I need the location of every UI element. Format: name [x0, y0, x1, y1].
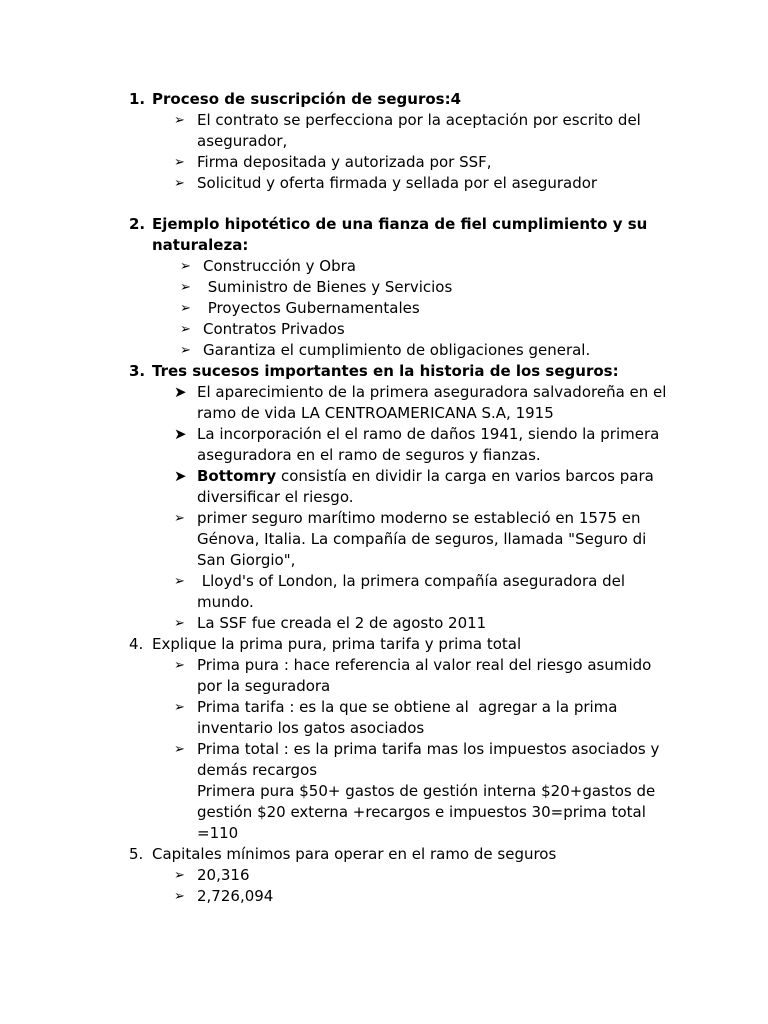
bottomry-term: Bottomry — [197, 467, 277, 485]
list-item: ➤ Bottomry consistía en dividir la carga en varios barcos para diversificar el riesgo. — [174, 467, 654, 506]
list-item: ➢ Prima pura : hace referencia al valor real del riesgo asumido por la seguradora — [174, 656, 652, 695]
list-item: ➢ El contrato se perfecciona por la aceptación por escrito del asegurador, — [174, 111, 641, 150]
section-3 — [0, 361, 768, 634]
section-5-title: Capitales mínimos para operar en el ramo de seguros — [152, 845, 557, 863]
arrow-bullet-icon: ➢ — [180, 301, 191, 316]
premium-calculation: Primera pura $50+ gastos de gestión interna $20+gastos de gestión $20 externa +recargos e impuestos 30=prima total =110 — [197, 782, 656, 842]
spacer — [0, 194, 768, 214]
section-2-list — [0, 256, 768, 361]
list-item: ➤ El aparecimiento de la primera aseguradora salvadoreña en el ramo de vida LA CENTROAMERICANA S.A, 1915 — [174, 383, 667, 422]
list-item: ➢ Suministro de Bienes y Servicios — [180, 278, 453, 296]
arrow-bullet-icon: ➢ — [174, 574, 185, 589]
arrow-bullet-icon: ➢ — [174, 658, 185, 673]
arrow-bullet-icon: ➢ — [174, 511, 185, 526]
arrow-bullet-icon: ➢ — [180, 322, 191, 337]
arrow-bullet-icon: ➢ — [174, 155, 185, 170]
arrow-bullet-icon: ➢ — [180, 259, 191, 274]
list-item: ➢ Proyectos Gubernamentales — [180, 299, 420, 317]
list-item: ➢ Construcción y Obra — [180, 257, 356, 275]
section-2-number: 2. — [129, 215, 146, 233]
list-item: ➢ Contratos Privados — [180, 320, 345, 338]
section-1-title: Proceso de suscripción de seguros:4 — [152, 90, 462, 108]
arrow-bullet-icon: ➢ — [174, 889, 185, 904]
section-5-number: 5. — [129, 845, 144, 863]
arrow-bullet-icon: ➢ — [180, 280, 191, 295]
section-1-heading — [129, 89, 672, 110]
arrow-bullet-icon: ➤ — [174, 383, 187, 401]
arrow-bullet-icon: ➢ — [174, 868, 185, 883]
section-2-title: Ejemplo hipotético de una fianza de fiel cumplimiento y su naturaleza: — [152, 215, 648, 254]
list-item: ➢ primer seguro marítimo moderno se estableció en 1575 en Génova, Italia. La compañía de seguros, llamada "Seguro di San Giorgio", — [174, 509, 647, 569]
section-4 — [0, 634, 768, 844]
arrow-bullet-icon: ➤ — [174, 425, 187, 443]
section-5-heading — [129, 844, 672, 865]
section-2 — [0, 214, 768, 361]
list-item: ➢ Prima tarifa : es la que se obtiene al agregar a la prima inventario los gatos asociados — [174, 698, 623, 737]
section-3-heading — [129, 361, 672, 382]
list-item: ➢ Firma depositada y autorizada por SSF, — [174, 153, 492, 171]
arrow-bullet-icon: ➢ — [174, 176, 185, 191]
section-1-list — [0, 110, 768, 194]
list-item: ➢ Solicitud y oferta firmada y sellada por el asegurador — [174, 174, 598, 192]
list-item: ➢ Prima total : es la prima tarifa mas los impuestos asociados y demás recargos — [174, 740, 660, 779]
arrow-bullet-icon: ➤ — [174, 467, 187, 485]
section-2-heading — [129, 214, 672, 256]
arrow-bullet-icon: ➢ — [174, 700, 185, 715]
section-1-number: 1. — [129, 90, 146, 108]
list-item: ➢ 20,316 — [174, 866, 250, 884]
arrow-bullet-icon: ➢ — [174, 113, 185, 128]
section-4-title: Explique la prima pura, prima tarifa y prima total — [152, 635, 522, 653]
section-3-number: 3. — [129, 362, 146, 380]
arrow-bullet-icon: ➢ — [174, 616, 185, 631]
section-4-heading — [129, 634, 672, 655]
list-item: ➢ La SSF fue creada el 2 de agosto 2011 — [174, 614, 487, 632]
section-5-list — [0, 865, 768, 907]
section-3-title: Tres sucesos importantes en la historia de los seguros: — [152, 362, 619, 380]
list-item: ➢ Lloyd's of London, la primera compañía aseguradora del mundo. — [174, 572, 630, 611]
section-3-list — [0, 382, 768, 634]
section-1 — [0, 89, 768, 194]
section-5 — [0, 844, 768, 907]
list-item: ➢ Garantiza el cumplimiento de obligaciones general. — [180, 341, 591, 359]
list-item: ➢ 2,726,094 — [174, 887, 274, 905]
arrow-bullet-icon: ➢ — [180, 343, 191, 358]
arrow-bullet-icon: ➢ — [174, 742, 185, 757]
section-4-list — [0, 655, 768, 781]
section-4-number: 4. — [129, 635, 144, 653]
document-page — [0, 89, 768, 907]
list-item: ➤ La incorporación el el ramo de daños 1941, siendo la primera aseguradora en el ramo de seguros y fianzas. — [174, 425, 660, 464]
